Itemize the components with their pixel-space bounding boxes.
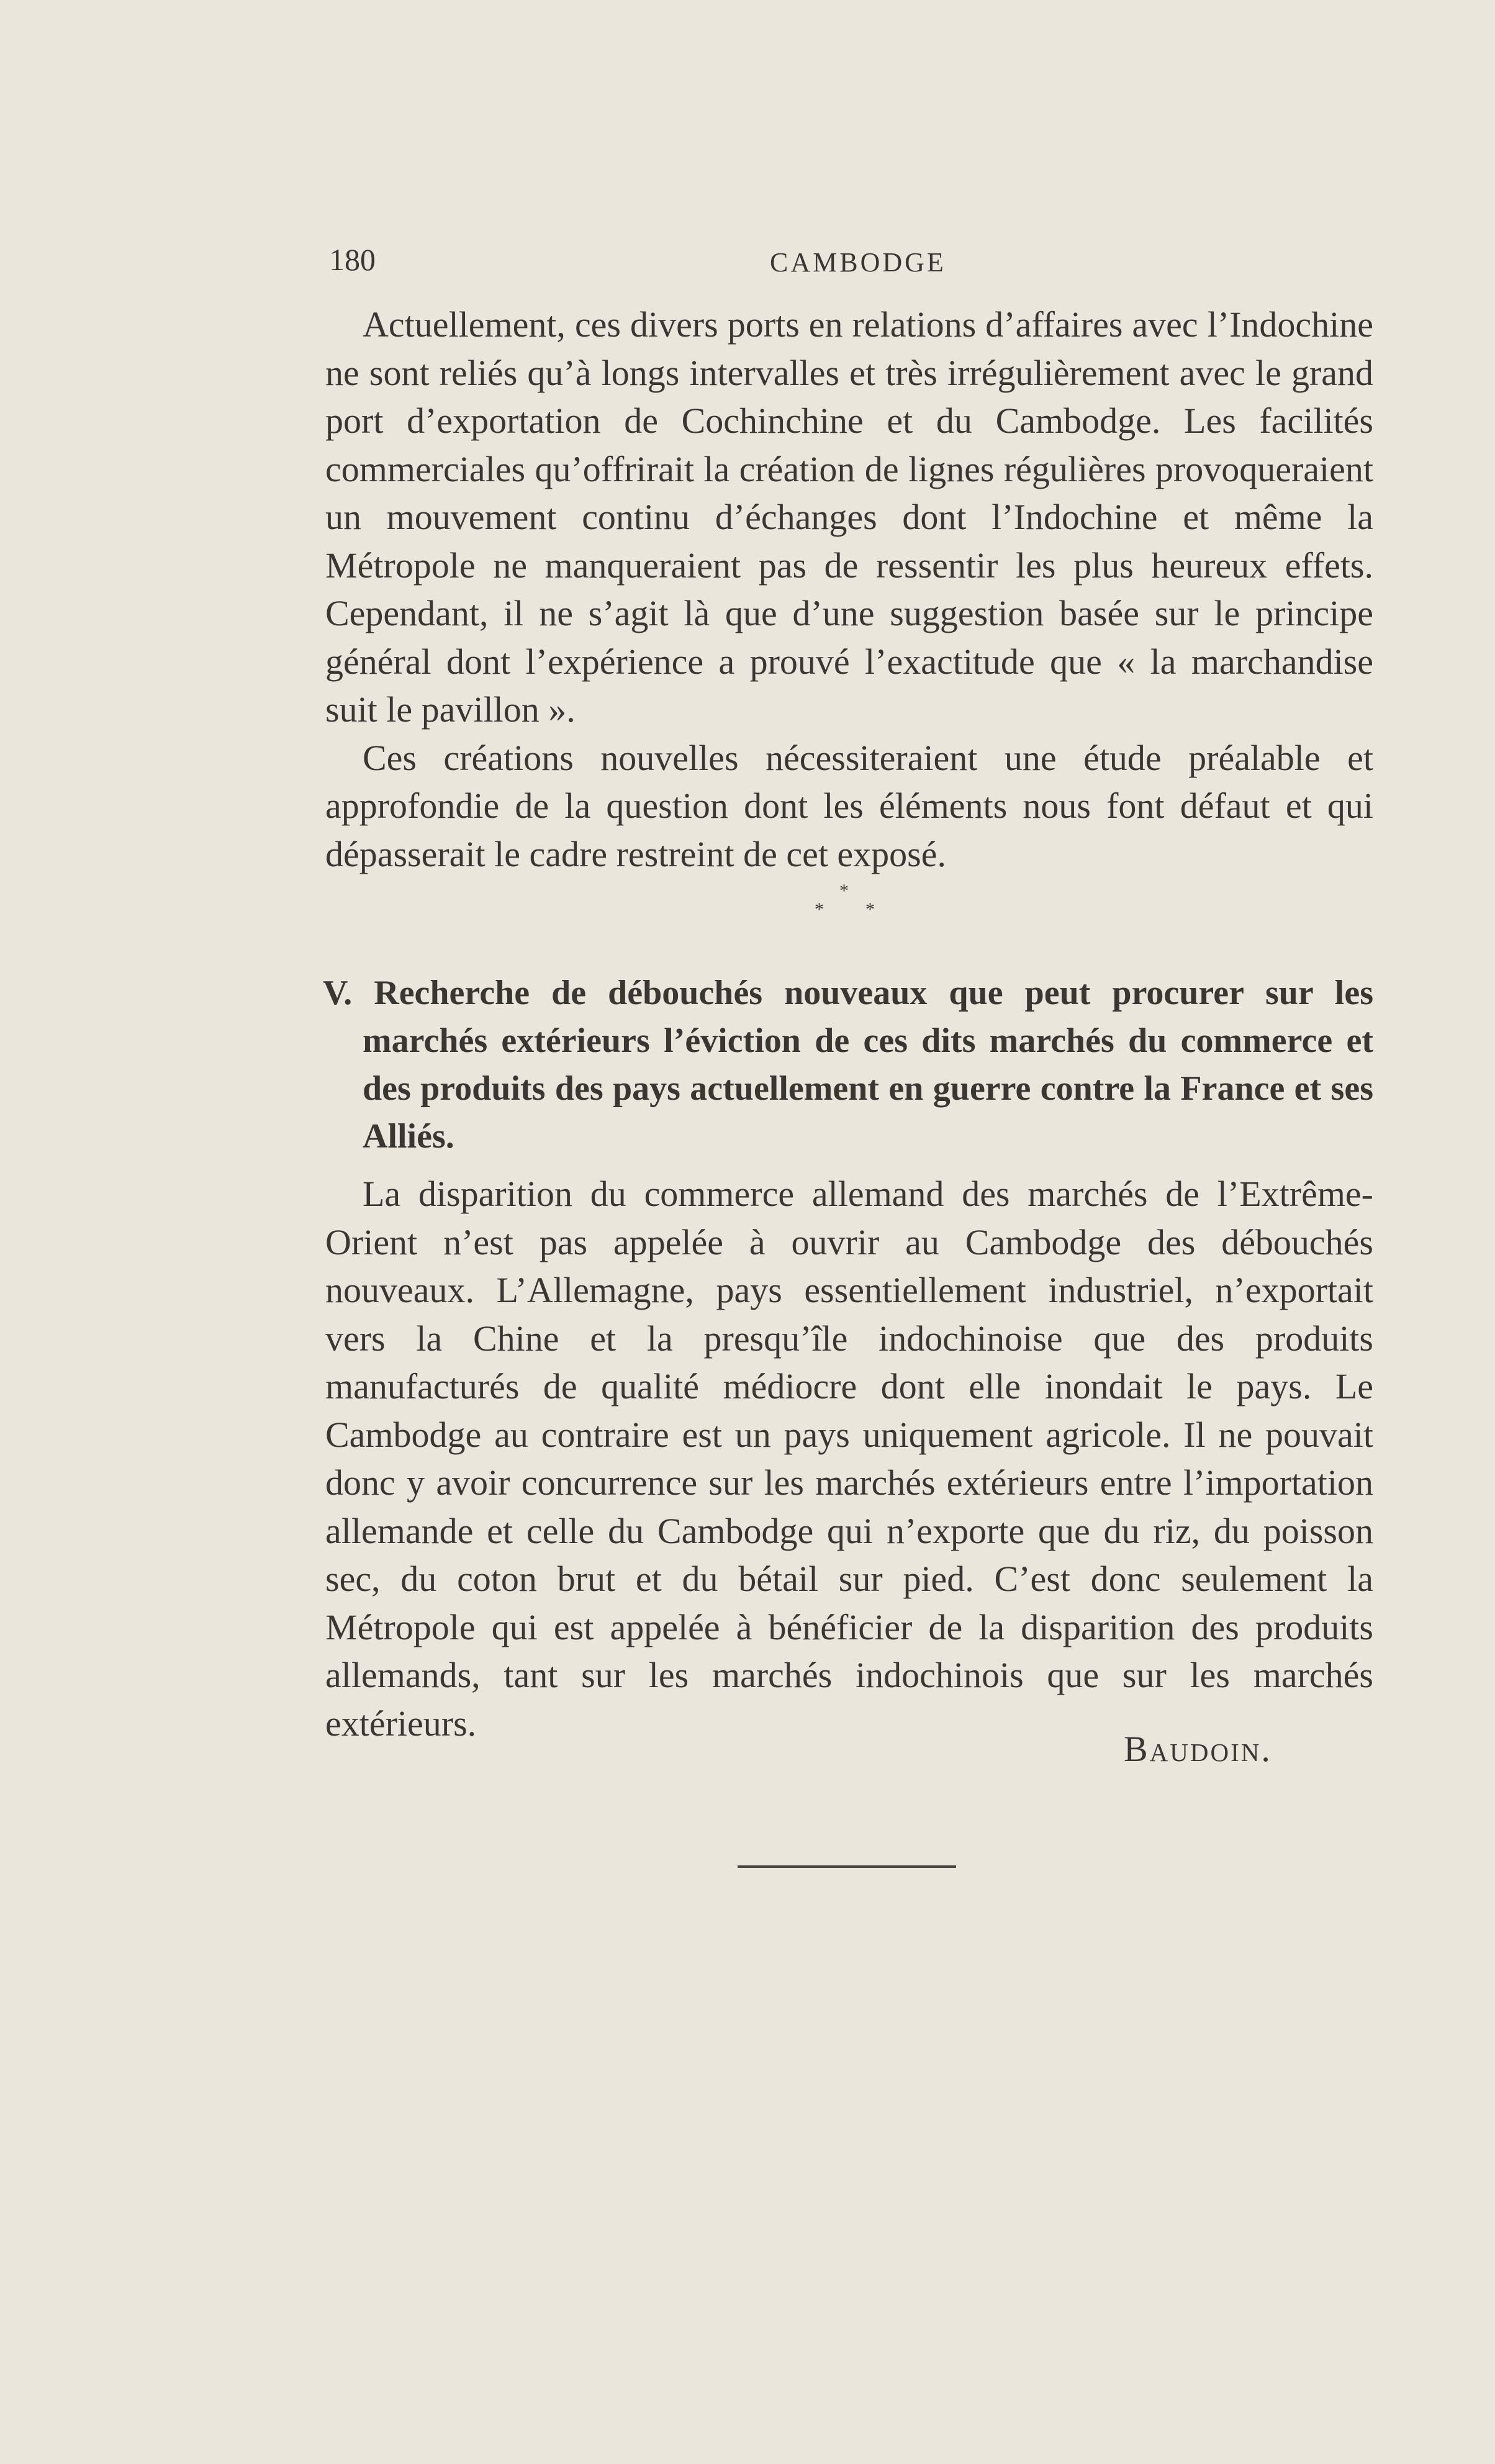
paragraph: La disparition du commerce allemand des marchés de l’Extrême-Orient n’est pas appelée à ouvrir au Cambodge des débouchés nouveaux. L’Allemagne, pays essentiellement industriel, n’exportait vers la Chine et la presqu’île indochinoise que des produits manufacturés de qualité médiocre dont elle inondait le pays. Le Cambodge au contraire est un pays uniquement agricole. Il ne pouvait donc y avoir concurrence sur les marchés extérieurs entre l’importation allemande et celle du Cambodge qui n’exporte que du riz, du poisson sec, du coton brut et du bétail sur pied. C’est donc seulement la Métropole qui est appelée à bénéficier de la disparition des produits allemands, tant sur les marchés indochinois que sur les marchés extérieurs. [325, 1174, 1373, 1744]
paragraph: Ces créations nouvelles nécessiteraient une étude préalable et approfondie de la question dont les éléments nous font défaut et qui dépasserait le cadre restreint de cet exposé. [325, 737, 1373, 874]
author-signature: Baudoin. [1124, 1729, 1272, 1769]
asterism: * * * [815, 881, 875, 920]
paragraph: Actuellement, ces divers ports en relations d’affaires avec l’Indochine ne sont reliés qu’à longs intervalles et très irrégulièrement avec le grand port d’exportation de Cochinchine et du Cambodge. Les facilités commerciales qu’offrirait la création de lignes régulières provoqueraient un mouvement continu d’échanges dont l’Indochine et même la Métropole ne manqueraient pas de ressentir les plus heureux effets. Cependant, il ne s’agit là que d’une suggestion basée sur le principe général dont l’expérience a prouvé l’exactitude que « la marchandise suit le pavillon ». [325, 304, 1373, 730]
running-head: CAMBODGE [770, 247, 946, 278]
page-number: 180 [329, 242, 376, 277]
text-block-bottom [325, 1170, 1373, 1747]
end-rule [738, 1865, 956, 1868]
text-block-top [325, 301, 1373, 878]
section-heading: V. Recherche de débouchés nouveaux que peut procurer sur les marchés extérieurs l’éviction de ces dits marchés du commerce et des produits des pays actuellement en guerre contre la France et ses Alliés. [323, 974, 1373, 1156]
